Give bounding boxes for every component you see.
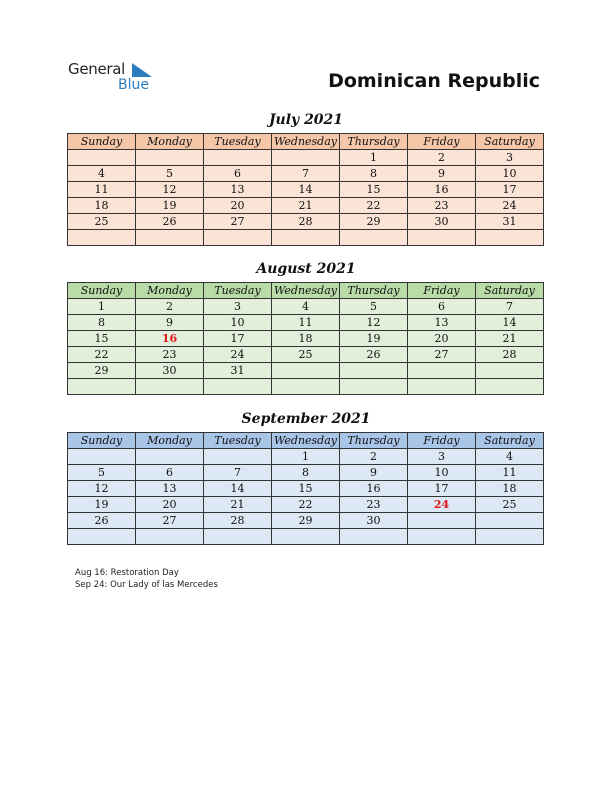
empty-day-cell [136, 230, 204, 246]
day-cell: 4 [68, 166, 136, 182]
day-cell: 19 [68, 497, 136, 513]
weekday-tuesday: Tuesday [204, 283, 272, 299]
day-cell: 21 [204, 497, 272, 513]
day-cell: 12 [340, 315, 408, 331]
empty-day-cell [272, 529, 340, 545]
month-title-august: August 2021 [256, 261, 356, 277]
logo-triangle-icon [132, 63, 152, 77]
day-cell: 29 [68, 363, 136, 379]
day-cell: 13 [136, 481, 204, 497]
week-row [68, 166, 544, 182]
day-cell: 30 [408, 214, 476, 230]
day-cell: 18 [476, 481, 544, 497]
week-row [68, 315, 544, 331]
empty-day-cell [408, 230, 476, 246]
weekday-thursday: Thursday [340, 433, 408, 449]
weekday-friday: Friday [408, 283, 476, 299]
logo-text-blue: Blue [118, 77, 149, 93]
empty-day-cell [204, 529, 272, 545]
empty-day-cell [204, 230, 272, 246]
empty-day-cell [204, 449, 272, 465]
weekday-sunday: Sunday [68, 134, 136, 150]
day-cell: 26 [340, 347, 408, 363]
day-cell: 13 [408, 315, 476, 331]
week-row [68, 497, 544, 513]
calendar-july [67, 133, 544, 246]
day-cell: 10 [476, 166, 544, 182]
week-row [68, 198, 544, 214]
day-cell: 1 [68, 299, 136, 315]
empty-day-cell [408, 379, 476, 395]
weekday-monday: Monday [136, 134, 204, 150]
weekday-saturday: Saturday [476, 433, 544, 449]
empty-day-cell [476, 513, 544, 529]
weekday-sunday: Sunday [68, 433, 136, 449]
day-cell: 20 [136, 497, 204, 513]
day-cell: 17 [204, 331, 272, 347]
day-cell: 8 [340, 166, 408, 182]
day-cell: 10 [204, 315, 272, 331]
logo-text-general: General [68, 60, 126, 78]
empty-day-cell [272, 363, 340, 379]
week-row [68, 331, 544, 347]
empty-day-cell [136, 150, 204, 166]
day-cell: 17 [476, 182, 544, 198]
day-cell: 12 [68, 481, 136, 497]
week-row [68, 230, 544, 246]
day-cell: 21 [476, 331, 544, 347]
day-cell: 12 [136, 182, 204, 198]
day-cell: 16 [340, 481, 408, 497]
day-cell: 25 [68, 214, 136, 230]
day-cell: 5 [340, 299, 408, 315]
empty-day-cell [476, 529, 544, 545]
empty-day-cell [68, 529, 136, 545]
weekday-monday: Monday [136, 283, 204, 299]
day-cell: 16 [408, 182, 476, 198]
calendar-august [67, 282, 544, 395]
day-cell: 9 [408, 166, 476, 182]
empty-day-cell [340, 363, 408, 379]
day-cell: 26 [136, 214, 204, 230]
week-row [68, 363, 544, 379]
day-cell: 15 [272, 481, 340, 497]
day-cell: 4 [476, 449, 544, 465]
day-cell: 23 [408, 198, 476, 214]
empty-day-cell [340, 379, 408, 395]
week-row [68, 299, 544, 315]
day-cell: 3 [476, 150, 544, 166]
country-title: Dominican Republic [328, 70, 540, 92]
day-cell: 8 [68, 315, 136, 331]
weekday-tuesday: Tuesday [204, 433, 272, 449]
empty-day-cell [136, 449, 204, 465]
weekday-header-row [68, 283, 544, 299]
day-cell: 3 [204, 299, 272, 315]
empty-day-cell [136, 529, 204, 545]
day-cell: 7 [272, 166, 340, 182]
empty-day-cell [272, 230, 340, 246]
day-cell: 24 [476, 198, 544, 214]
day-cell: 31 [476, 214, 544, 230]
empty-day-cell [136, 379, 204, 395]
day-cell: 27 [136, 513, 204, 529]
day-cell: 10 [408, 465, 476, 481]
empty-day-cell [68, 150, 136, 166]
week-row [68, 347, 544, 363]
calendar-body-july [68, 150, 544, 246]
calendar-body-september [68, 449, 544, 545]
day-cell: 23 [136, 347, 204, 363]
weekday-wednesday: Wednesday [272, 433, 340, 449]
day-cell: 14 [272, 182, 340, 198]
empty-day-cell [204, 379, 272, 395]
weekday-header-row [68, 433, 544, 449]
day-cell: 21 [272, 198, 340, 214]
month-title-september: September 2021 [241, 411, 371, 427]
day-cell: 15 [68, 331, 136, 347]
day-cell: 22 [272, 497, 340, 513]
day-cell: 19 [340, 331, 408, 347]
day-cell: 28 [204, 513, 272, 529]
empty-day-cell [476, 363, 544, 379]
week-row [68, 513, 544, 529]
day-cell: 5 [136, 166, 204, 182]
day-cell: 3 [408, 449, 476, 465]
day-cell: 5 [68, 465, 136, 481]
day-cell: 25 [476, 497, 544, 513]
day-cell: 11 [272, 315, 340, 331]
week-row [68, 379, 544, 395]
weekday-saturday: Saturday [476, 283, 544, 299]
weekday-friday: Friday [408, 433, 476, 449]
day-cell: 9 [340, 465, 408, 481]
day-cell: 7 [476, 299, 544, 315]
day-cell: 25 [272, 347, 340, 363]
empty-day-cell [408, 363, 476, 379]
day-cell: 31 [204, 363, 272, 379]
empty-day-cell [204, 150, 272, 166]
empty-day-cell [408, 513, 476, 529]
day-cell: 15 [340, 182, 408, 198]
empty-day-cell [68, 230, 136, 246]
empty-day-cell [340, 529, 408, 545]
week-row [68, 182, 544, 198]
day-cell: 13 [204, 182, 272, 198]
day-cell: 29 [340, 214, 408, 230]
day-cell: 2 [340, 449, 408, 465]
day-cell: 4 [272, 299, 340, 315]
day-cell: 28 [476, 347, 544, 363]
day-cell: 28 [272, 214, 340, 230]
weekday-sunday: Sunday [68, 283, 136, 299]
day-cell: 11 [68, 182, 136, 198]
day-cell: 7 [204, 465, 272, 481]
week-row [68, 481, 544, 497]
calendar-body-august [68, 299, 544, 395]
day-cell: 6 [136, 465, 204, 481]
day-cell: 19 [136, 198, 204, 214]
empty-day-cell [272, 150, 340, 166]
holiday-note: Aug 16: Restoration Day [75, 568, 179, 578]
day-cell: 24 [204, 347, 272, 363]
day-cell: 14 [204, 481, 272, 497]
empty-day-cell [408, 529, 476, 545]
week-row [68, 529, 544, 545]
day-cell: 30 [136, 363, 204, 379]
day-cell: 2 [408, 150, 476, 166]
month-title-july: July 2021 [268, 112, 344, 128]
weekday-wednesday: Wednesday [272, 134, 340, 150]
holiday-note: Sep 24: Our Lady of las Mercedes [75, 580, 218, 590]
day-cell: 20 [408, 331, 476, 347]
weekday-friday: Friday [408, 134, 476, 150]
day-cell: 6 [408, 299, 476, 315]
empty-day-cell [68, 379, 136, 395]
day-cell: 22 [68, 347, 136, 363]
logo [68, 60, 168, 96]
empty-day-cell [340, 230, 408, 246]
day-cell: 6 [204, 166, 272, 182]
week-row [68, 465, 544, 481]
day-cell: 1 [340, 150, 408, 166]
weekday-saturday: Saturday [476, 134, 544, 150]
day-cell: 30 [340, 513, 408, 529]
week-row [68, 150, 544, 166]
holiday-day-cell: 24 [408, 497, 476, 513]
day-cell: 9 [136, 315, 204, 331]
day-cell: 8 [272, 465, 340, 481]
weekday-thursday: Thursday [340, 283, 408, 299]
day-cell: 29 [272, 513, 340, 529]
week-row [68, 214, 544, 230]
day-cell: 1 [272, 449, 340, 465]
weekday-header-row [68, 134, 544, 150]
weekday-thursday: Thursday [340, 134, 408, 150]
week-row [68, 449, 544, 465]
holiday-notes [75, 567, 218, 591]
day-cell: 20 [204, 198, 272, 214]
weekday-wednesday: Wednesday [272, 283, 340, 299]
day-cell: 11 [476, 465, 544, 481]
empty-day-cell [476, 230, 544, 246]
empty-day-cell [476, 379, 544, 395]
weekday-monday: Monday [136, 433, 204, 449]
day-cell: 27 [408, 347, 476, 363]
empty-day-cell [272, 379, 340, 395]
day-cell: 23 [340, 497, 408, 513]
day-cell: 17 [408, 481, 476, 497]
day-cell: 22 [340, 198, 408, 214]
day-cell: 2 [136, 299, 204, 315]
empty-day-cell [68, 449, 136, 465]
day-cell: 14 [476, 315, 544, 331]
day-cell: 18 [68, 198, 136, 214]
day-cell: 18 [272, 331, 340, 347]
day-cell: 27 [204, 214, 272, 230]
day-cell: 26 [68, 513, 136, 529]
weekday-tuesday: Tuesday [204, 134, 272, 150]
holiday-day-cell: 16 [136, 331, 204, 347]
calendar-september [67, 432, 544, 545]
